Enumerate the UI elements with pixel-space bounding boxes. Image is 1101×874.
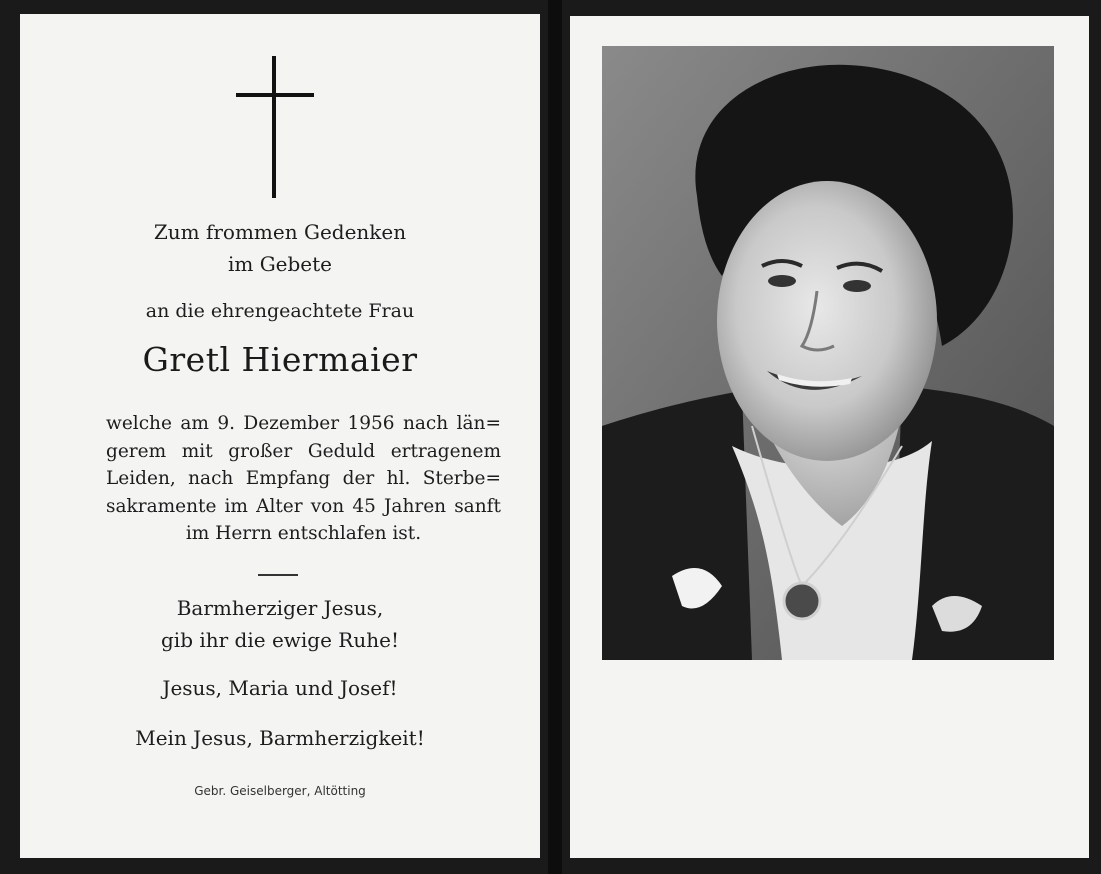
- obituary-line: [106, 465, 501, 493]
- deceased-name: Gretl Hiermaier: [142, 340, 418, 379]
- dedication-line-2: im Gebete: [227, 252, 333, 276]
- printer-credit: Gebr. Geiselberger, Altötting: [194, 784, 366, 798]
- prayer-2: Jesus, Maria und Josef!: [162, 676, 398, 700]
- obituary-word: ertragenem: [390, 440, 501, 462]
- obituary-line: [106, 410, 501, 438]
- obituary-word: welche: [106, 413, 172, 434]
- obituary-word: im: [224, 495, 248, 517]
- portrait-image: [602, 46, 1054, 660]
- obituary-word: von: [310, 495, 345, 517]
- obituary-word: hl.: [386, 468, 411, 489]
- photo-panel: [570, 16, 1089, 858]
- obituary-word: nach: [188, 468, 234, 489]
- obituary-word: Sterbe=: [422, 468, 501, 489]
- obituary-word: 9.: [217, 413, 235, 434]
- obituary-line: [106, 493, 501, 521]
- obituary-line: [106, 520, 501, 548]
- prayer-3: Mein Jesus, Barmherzigkeit!: [135, 726, 425, 750]
- obituary-word: Jahren: [384, 495, 447, 517]
- obituary-word: 45: [352, 495, 376, 517]
- obituary-word: Empfang: [245, 468, 331, 489]
- cross-icon: [236, 56, 316, 198]
- divider: [258, 574, 298, 576]
- obituary-line: [106, 438, 501, 466]
- obituary-word: sanft: [454, 495, 501, 517]
- obituary-word: nach: [402, 413, 449, 434]
- prayer-1-line-1: Barmherziger Jesus,: [176, 596, 384, 620]
- obituary-word: Dezember: [243, 413, 340, 434]
- obituary-word: 1956: [347, 413, 395, 434]
- obituary-word: län=: [456, 413, 501, 434]
- card-fold: [548, 0, 562, 874]
- dedication-line-1: Zum frommen Gedenken: [153, 220, 407, 244]
- text-panel: [20, 14, 540, 858]
- obituary-word: mit: [181, 440, 213, 462]
- obituary-word: Geduld: [307, 440, 376, 462]
- obituary-word: Leiden,: [106, 468, 176, 489]
- obituary-word: der: [342, 468, 375, 489]
- obituary-word: sakramente: [106, 495, 217, 517]
- obituary-word: Alter: [256, 495, 303, 517]
- dedication-line-3: an die ehrengeachtete Frau: [145, 300, 415, 322]
- obituary-word: gerem: [106, 440, 167, 462]
- obituary-text: [106, 410, 501, 548]
- obituary-word: im Herrn entschlafen ist.: [185, 523, 422, 544]
- portrait-photo: [602, 46, 1054, 660]
- obituary-word: großer: [228, 440, 293, 462]
- prayer-1-line-2: gib ihr die ewige Ruhe!: [161, 628, 399, 652]
- obituary-word: am: [180, 413, 209, 434]
